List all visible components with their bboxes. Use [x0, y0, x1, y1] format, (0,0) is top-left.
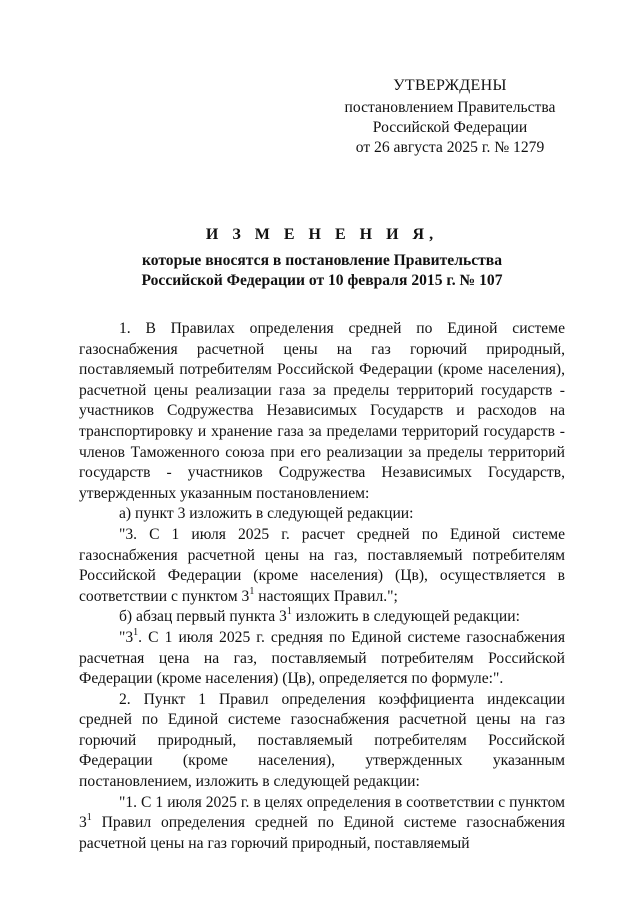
approval-line: Российской Федерации: [372, 119, 528, 136]
paragraph-1b: [79, 607, 565, 628]
text-run: . С 1 июля 2025 г. средняя по Единой системе газоснабжения расчетная цена на газ, поставляемый потребителям Российской Федерации (кроме населения) (Цв), определяется по формуле:".: [79, 628, 565, 688]
paragraph-2-text: [79, 793, 565, 855]
document-title: [80, 225, 564, 291]
approval-heading: УТВЕРЖДЕНЫ: [393, 77, 507, 94]
paragraph-2: 2. Пункт 1 Правил определения коэффициента индексации средней по Единой системе газоснабжения расчетной цены на газ горючий природный, поставляемый потребителям Российской Федерации (кроме населения), утвержденных указанным постановлением, изложить в следующей редакции:: [79, 690, 565, 791]
approval-line: постановлением Правительства: [344, 99, 556, 116]
title-heading: И З М Е Н Е Н И Я,: [205, 226, 439, 243]
text-run: изложить в следующей редакции:: [291, 608, 520, 626]
paragraph-1: 1. В Правилах определения средней по Единой системе газоснабжения расчетной цены на газ горючий природный, поставляемый потребителям Российской Федерации (кроме населения), расчетной цены реализации газа за пределы территорий государств - участников Содружества Независимых Государств и расходов на транспортировку и хранение газа за пределами территорий государств - членов Таможенного союза при его реализации за пределы территорий государств - участников Содружества Независимых Государств, утвержденных указанным постановлением:: [79, 320, 565, 502]
superscript: 1: [286, 606, 292, 618]
title-subline: Российской Федерации от 10 февраля 2015 г. № 107: [141, 272, 503, 289]
text-run: "1. С 1 июля 2025 г. в целях определения в соответствии с пунктом 3: [79, 793, 565, 832]
paragraph-1a: а) пункт 3 изложить в следующей редакции:: [119, 505, 414, 523]
title-subline: которые вносятся в постановление Правительства: [141, 252, 503, 269]
paragraph-1a-text: [79, 525, 565, 607]
approval-stamp: [300, 76, 600, 158]
superscript: 1: [86, 812, 92, 824]
superscript: 1: [133, 626, 139, 638]
text-run: "3. С 1 июля 2025 г. расчет средней по Единой системе газоснабжения расчетной цены на газ, поставляемый потребителям Российской Федерации (кроме населения) (Цв), осуществляется в соответствии с пунктом 3: [79, 525, 565, 605]
text-run: "3: [119, 628, 134, 646]
paragraph-1b-text: [79, 628, 565, 690]
superscript: 1: [249, 585, 255, 597]
document-body: [79, 319, 565, 854]
approval-date-line: от 26 августа 2025 г. № 1279: [355, 139, 545, 156]
text-run: настоящих Правил.";: [254, 587, 398, 605]
text-run: Правил определения средней по Единой системе газоснабжения расчетной цены на газ горючий природный, поставляемый: [79, 814, 565, 852]
text-run: б) абзац первый пункта 3: [119, 608, 287, 626]
